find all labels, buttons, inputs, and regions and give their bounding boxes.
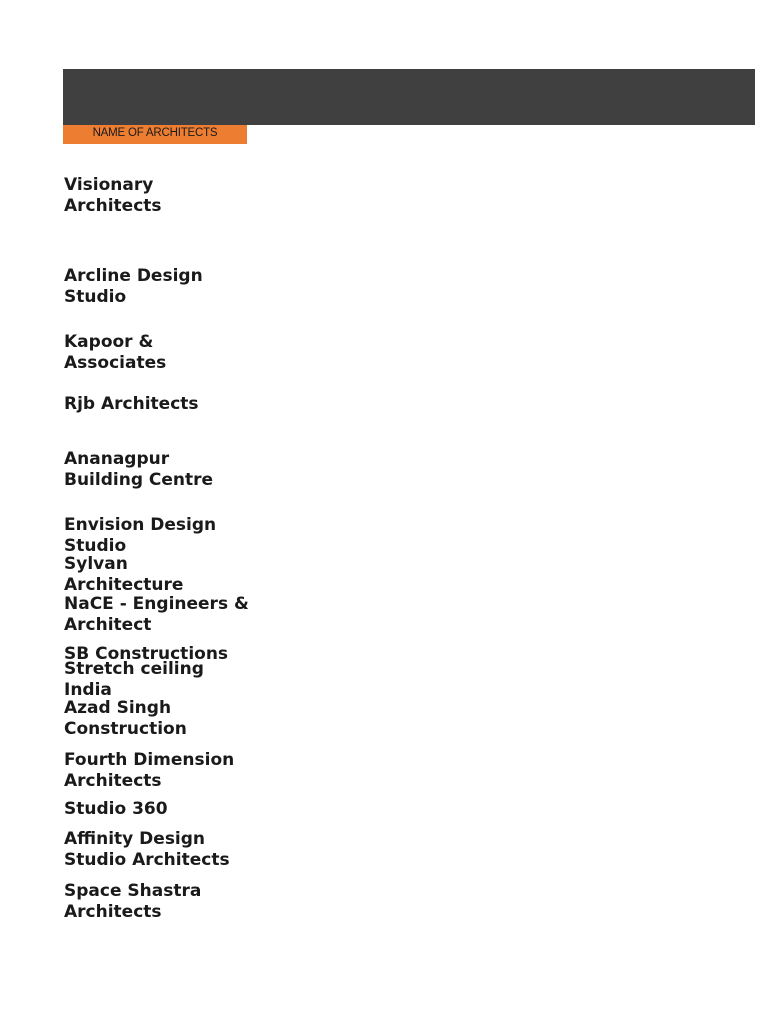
architect-name: Azad Singh Construction	[64, 698, 187, 739]
architect-name: SB Constructions	[64, 644, 229, 664]
architect-name: Ananagpur Building Centre	[64, 449, 214, 490]
architect-name: Fourth Dimension Architects	[64, 750, 235, 791]
architect-name: Kapoor & Associates	[64, 332, 167, 373]
architect-name: Space Shastra Architects	[64, 881, 202, 922]
architect-name: NaCE - Engineers & Architect	[64, 594, 249, 635]
architect-name: Envision Design Studio	[64, 515, 217, 556]
architect-name: Affinity Design Studio Architects	[64, 829, 230, 870]
architect-name: Sylvan Architecture	[64, 554, 184, 595]
architect-name: Arcline Design Studio	[64, 266, 203, 307]
architect-name: Studio 360	[64, 799, 168, 819]
architect-name: Visionary Architects	[64, 175, 162, 216]
architect-name: Rjb Architects	[64, 394, 199, 414]
column-header-name-of-architects: NAME OF ARCHITECTS	[63, 125, 247, 144]
architect-name: Stretch ceiling India	[64, 659, 204, 700]
header-band	[63, 69, 755, 125]
